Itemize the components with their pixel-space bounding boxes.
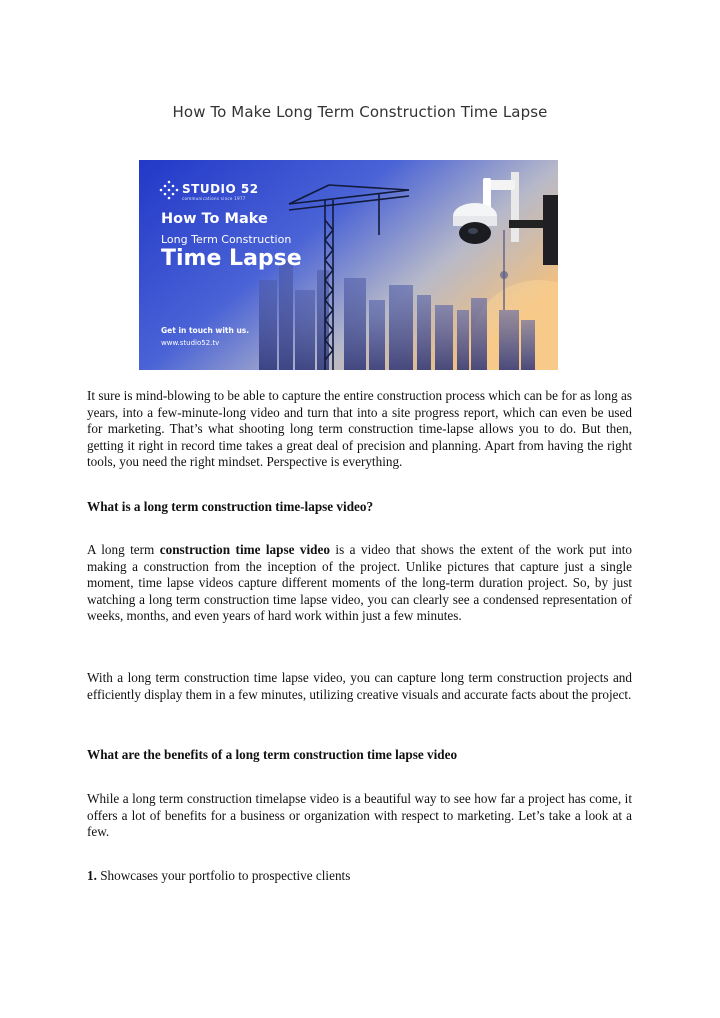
- brand-logo-text: STUDIO 52: [182, 182, 259, 196]
- paragraph-1-rest: is a video that shows the extent of the work put into making a construction from the inception of the project. Unlike pictures that capture just a single moment, time lapse videos capture different moments of the long-term duration project. So, by just watching a long term construction time lapse video, you can clearly see a condensed representation of weeks, months, and even years of hard work within just a few minutes.: [87, 542, 632, 624]
- list-item-1: [87, 868, 632, 885]
- list-item-text: Showcases your portfolio to prospective clients: [96, 868, 351, 883]
- paragraph-1: [87, 542, 632, 625]
- hero-cta: Get in touch with us.: [161, 326, 250, 335]
- intro-paragraph: It sure is mind-blowing to be able to capture the entire construction process which can be for as long as years, into a few-minute-long video and turn that into a site progress report, which can even be used for marketing. That’s what shooting long term construction time-lapse allows you to do. But then, getting it right in record time takes a great deal of precision and planning. Apart from having the right tools, you need the right mindset. Perspective is everything.: [87, 388, 632, 470]
- section-heading-2: What are the benefits of a long term construction time lapse video: [87, 747, 458, 762]
- hero-banner-image: [139, 160, 558, 370]
- section-heading-1: What is a long term construction time-lapse video?: [87, 499, 374, 514]
- list-item-number: 1.: [87, 868, 97, 883]
- paragraph-3: While a long term construction timelapse video is a beautiful way to see how far a project has come, it offers a lot of benefits for a business or organization with respect to marketing. Let’s take a look at a few.: [87, 791, 632, 840]
- hero-line-3: Time Lapse: [161, 246, 302, 271]
- page-title: How To Make Long Term Construction Time Lapse: [172, 103, 548, 121]
- paragraph-1-bold: construction time lapse video: [159, 542, 330, 557]
- paragraph-1-prefix: A long term: [87, 542, 160, 557]
- hero-line-2: Long Term Construction: [161, 233, 292, 246]
- brand-tagline: communications since 1977: [182, 196, 246, 201]
- hero-website: www.studio52.tv: [161, 339, 220, 347]
- hero-line-1: How To Make: [161, 211, 268, 227]
- paragraph-2: With a long term construction time lapse video, you can capture long term construction projects and efficiently display them in a few minutes, utilizing creative visuals and accurate facts about the project.: [87, 670, 632, 702]
